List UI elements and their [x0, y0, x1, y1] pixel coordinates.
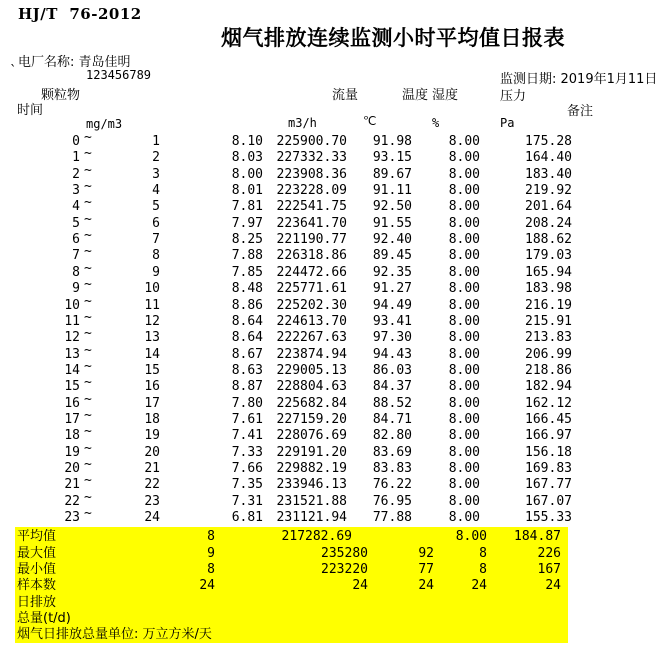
plant-name: 电厂名称: 青岛佳明 — [18, 55, 131, 70]
cell-flow: 227159.20 — [276, 411, 347, 427]
cell-pressure: 155.33 — [525, 510, 572, 526]
cell-flow: 225771.61 — [276, 281, 347, 297]
cell-flow: 228804.63 — [276, 379, 347, 395]
cell-temperature: 88.52 — [372, 395, 412, 411]
summary-pressure: 167 — [537, 562, 561, 577]
summary-label: 平均值 — [17, 529, 57, 544]
cell-hour-start: 0 — [72, 134, 80, 149]
cell-temperature: 93.15 — [372, 150, 412, 166]
cell-temperature: 91.98 — [372, 134, 412, 149]
cell-tilde: ~ — [84, 473, 92, 489]
cell-pressure: 164.40 — [525, 150, 572, 166]
cell-particulate: 7.85 — [231, 264, 263, 280]
standard-code: HJ/T 76-2012 — [18, 5, 142, 23]
cell-humidity: 8.00 — [448, 428, 480, 444]
cell-hour-start: 8 — [72, 264, 80, 280]
cell-tilde: ~ — [84, 326, 92, 342]
cell-tilde: ~ — [84, 130, 92, 145]
cell-hour-start: 1 — [72, 150, 80, 166]
summary-humidity: 24 — [471, 578, 487, 593]
cell-humidity: 8.00 — [448, 510, 480, 526]
cell-temperature: 83.69 — [372, 444, 412, 460]
cell-tilde: ~ — [84, 342, 92, 358]
cell-hour-start: 22 — [64, 493, 80, 509]
cell-hour-end: 5 — [152, 199, 160, 215]
cell-hour-end: 12 — [144, 313, 160, 329]
cell-hour-start: 18 — [64, 428, 80, 444]
cell-flow: 229882.19 — [276, 461, 347, 476]
cell-hour-start: 10 — [64, 297, 80, 313]
daily-emission-label: 日排放 — [17, 595, 57, 610]
summary-flow: 235280 — [321, 546, 368, 561]
cell-hour-end: 16 — [144, 379, 160, 395]
cell-hour-end: 19 — [144, 428, 160, 444]
cell-hour-start: 14 — [64, 362, 80, 378]
summary-flow: 223220 — [321, 562, 368, 577]
cell-flow: 227332.33 — [276, 150, 347, 166]
table-row — [0, 358, 668, 379]
cell-pressure: 167.07 — [525, 493, 572, 509]
cell-hour-start: 2 — [72, 166, 80, 182]
cell-humidity: 8.00 — [448, 411, 480, 427]
cell-hour-start: 19 — [64, 444, 80, 460]
cell-temperature: 89.67 — [372, 166, 412, 182]
cell-tilde: ~ — [84, 407, 92, 423]
summary-particulate: 24 — [199, 578, 215, 593]
cell-flow: 223641.70 — [276, 215, 347, 231]
col-header-particulate: 颗粒物 — [41, 88, 81, 103]
cell-particulate: 7.88 — [231, 248, 263, 264]
cell-temperature: 91.55 — [372, 215, 412, 231]
cell-hour-start: 17 — [64, 411, 80, 427]
cell-hour-end: 2 — [152, 150, 160, 166]
cell-tilde: ~ — [84, 244, 92, 260]
cell-particulate: 7.33 — [231, 444, 263, 460]
cell-hour-start: 4 — [72, 199, 80, 215]
summary-particulate: 8 — [207, 529, 215, 544]
cell-pressure: 188.62 — [525, 232, 572, 248]
cell-humidity: 8.00 — [448, 330, 480, 346]
cell-particulate: 7.41 — [231, 428, 263, 444]
summary-label: 最大值 — [17, 546, 57, 561]
cell-flow: 223228.09 — [276, 183, 347, 199]
cell-particulate: 8.64 — [231, 313, 263, 329]
table-row — [0, 146, 668, 166]
cell-humidity: 8.00 — [448, 477, 480, 493]
cell-hour-start: 5 — [72, 215, 80, 231]
cell-pressure: 208.24 — [525, 215, 572, 231]
summary-label: 最小值 — [17, 562, 57, 577]
summary-pressure: 184.87 — [514, 529, 561, 544]
col-header-humidity: 湿度 — [432, 88, 459, 103]
col-header-pressure: 压力 — [500, 89, 527, 104]
cell-hour-start: 15 — [64, 379, 80, 395]
cell-hour-end: 24 — [144, 510, 160, 526]
cell-hour-start: 9 — [72, 281, 80, 297]
cell-flow: 231121.94 — [276, 510, 347, 526]
cell-flow: 224613.70 — [276, 313, 347, 329]
table-row — [0, 326, 668, 346]
table-row — [0, 293, 668, 314]
cell-temperature: 97.30 — [372, 330, 412, 346]
cell-humidity: 8.00 — [448, 232, 480, 248]
cell-particulate: 8.87 — [231, 379, 263, 395]
table-row — [0, 228, 668, 248]
cell-pressure: 206.99 — [525, 346, 572, 362]
monitor-date: 监测日期: 2019年1月11日 — [500, 72, 658, 87]
stray-mark: ` — [10, 64, 17, 79]
cell-flow: 229191.20 — [276, 444, 347, 460]
table-row — [0, 473, 668, 493]
cell-hour-end: 8 — [152, 248, 160, 264]
cell-hour-end: 21 — [144, 461, 160, 476]
cell-flow: 223908.36 — [276, 166, 347, 182]
plant-code: 123456789 — [86, 68, 152, 82]
col-header-temperature: 温度 — [402, 88, 429, 103]
cell-particulate: 7.66 — [231, 461, 263, 476]
cell-humidity: 8.00 — [448, 248, 480, 264]
cell-temperature: 92.35 — [372, 264, 412, 280]
table-row — [0, 375, 668, 395]
table-row — [0, 179, 668, 199]
cell-flow: 225900.70 — [276, 134, 347, 149]
summary-humidity: 8 — [479, 546, 487, 561]
summary-flow: 24 — [352, 578, 368, 593]
cell-temperature: 92.50 — [372, 199, 412, 215]
summary-particulate: 8 — [207, 562, 215, 577]
cell-flow: 231521.88 — [276, 493, 347, 509]
table-row — [0, 211, 668, 232]
cell-pressure: 213.83 — [525, 330, 572, 346]
cell-tilde: ~ — [84, 457, 92, 472]
cell-tilde: ~ — [84, 146, 92, 162]
cell-tilde: ~ — [84, 391, 92, 407]
cell-tilde: ~ — [84, 506, 92, 522]
cell-temperature: 91.11 — [372, 183, 412, 199]
cell-particulate: 8.25 — [231, 232, 263, 248]
cell-humidity: 8.00 — [448, 166, 480, 182]
table-row — [0, 244, 668, 264]
cell-humidity: 8.00 — [448, 461, 480, 476]
cell-flow: 223874.94 — [276, 346, 347, 362]
cell-particulate: 8.00 — [231, 166, 263, 182]
table-row — [0, 457, 668, 477]
summary-row-minimum — [0, 562, 668, 578]
table-row — [0, 195, 668, 215]
summary-particulate: 9 — [207, 546, 215, 561]
cell-pressure: 183.98 — [525, 281, 572, 297]
cell-pressure: 156.18 — [525, 444, 572, 460]
cell-temperature: 93.41 — [372, 313, 412, 329]
cell-hour-start: 7 — [72, 248, 80, 264]
cell-particulate: 7.61 — [231, 411, 263, 427]
cell-hour-start: 6 — [72, 232, 80, 248]
cell-humidity: 8.00 — [448, 346, 480, 362]
cell-pressure: 216.19 — [525, 297, 572, 313]
cell-particulate: 8.01 — [231, 183, 263, 199]
cell-particulate: 8.86 — [231, 297, 263, 313]
cell-hour-end: 11 — [144, 297, 160, 313]
cell-humidity: 8.00 — [448, 313, 480, 329]
cell-tilde: ~ — [84, 358, 92, 374]
cell-tilde: ~ — [84, 179, 92, 195]
cell-humidity: 8.00 — [448, 297, 480, 313]
cell-flow: 226318.86 — [276, 248, 347, 264]
cell-temperature: 77.88 — [372, 510, 412, 526]
cell-tilde: ~ — [84, 440, 92, 456]
cell-temperature: 94.49 — [372, 297, 412, 313]
cell-flow: 221190.77 — [276, 232, 347, 248]
cell-hour-end: 20 — [144, 444, 160, 460]
cell-pressure: 201.64 — [525, 199, 572, 215]
cell-temperature: 84.71 — [372, 411, 412, 427]
cell-temperature: 86.03 — [372, 362, 412, 378]
cell-pressure: 183.40 — [525, 166, 572, 182]
cell-tilde: ~ — [84, 489, 92, 505]
cell-humidity: 8.00 — [448, 493, 480, 509]
col-header-remark: 备注 — [567, 104, 594, 119]
cell-particulate: 7.80 — [231, 395, 263, 411]
col-header-flow: 流量 — [332, 88, 359, 103]
summary-row-average — [0, 529, 668, 545]
cell-tilde: ~ — [84, 162, 92, 178]
cell-pressure: 165.94 — [525, 264, 572, 280]
cell-tilde: ~ — [84, 277, 92, 293]
table-row — [0, 130, 668, 150]
cell-hour-start: 13 — [64, 346, 80, 362]
cell-flow: 233946.13 — [276, 477, 347, 493]
cell-hour-end: 6 — [152, 215, 160, 231]
cell-hour-start: 12 — [64, 330, 80, 346]
cell-temperature: 82.80 — [372, 428, 412, 444]
cell-hour-end: 22 — [144, 477, 160, 493]
cell-particulate: 8.03 — [231, 150, 263, 166]
total-amount-label: 总量(t/d) — [17, 611, 71, 626]
cell-particulate: 6.81 — [231, 510, 263, 526]
cell-flow: 225682.84 — [276, 395, 347, 411]
summary-label: 样本数 — [17, 578, 57, 593]
cell-particulate: 8.48 — [231, 281, 263, 297]
emission-unit-note: 烟气日排放总量单位: 万立方米/天 — [17, 627, 212, 642]
cell-humidity: 8.00 — [448, 264, 480, 280]
cell-pressure: 166.45 — [525, 411, 572, 427]
cell-pressure: 179.03 — [525, 248, 572, 264]
cell-temperature: 76.22 — [372, 477, 412, 493]
cell-temperature: 91.27 — [372, 281, 412, 297]
cell-particulate: 7.97 — [231, 215, 263, 231]
cell-flow: 229005.13 — [276, 362, 347, 378]
cell-hour-start: 21 — [64, 477, 80, 493]
cell-hour-end: 18 — [144, 411, 160, 427]
table-row — [0, 391, 668, 412]
unit-temperature: ℃ — [363, 114, 377, 128]
cell-pressure: 169.83 — [525, 461, 572, 476]
unit-pressure: Pa — [500, 116, 515, 130]
cell-pressure: 162.12 — [525, 395, 572, 411]
cell-flow: 222541.75 — [276, 199, 347, 215]
cell-humidity: 8.00 — [448, 395, 480, 411]
cell-pressure: 182.94 — [525, 379, 572, 395]
table-row — [0, 260, 668, 281]
cell-hour-start: 23 — [64, 510, 80, 526]
cell-tilde: ~ — [84, 228, 92, 244]
unit-particulate: mg/m3 — [86, 117, 123, 131]
summary-row-sample-count — [0, 578, 668, 594]
summary-pressure: 24 — [545, 578, 561, 593]
cell-temperature: 84.37 — [372, 379, 412, 395]
cell-particulate: 8.64 — [231, 330, 263, 346]
cell-hour-end: 23 — [144, 493, 160, 509]
cell-hour-end: 10 — [144, 281, 160, 297]
cell-temperature: 89.45 — [372, 248, 412, 264]
summary-row-maximum — [0, 546, 668, 562]
cell-humidity: 8.00 — [448, 183, 480, 199]
cell-humidity: 8.00 — [448, 150, 480, 166]
cell-tilde: ~ — [84, 309, 92, 325]
cell-hour-end: 7 — [152, 232, 160, 248]
table-row — [0, 424, 668, 444]
cell-hour-end: 9 — [152, 264, 160, 280]
cell-hour-end: 3 — [152, 166, 160, 182]
cell-particulate: 8.63 — [231, 362, 263, 378]
cell-pressure: 166.97 — [525, 428, 572, 444]
cell-hour-end: 14 — [144, 346, 160, 362]
table-row — [0, 309, 668, 330]
report-title: 烟气排放连续监测小时平均值日报表 — [221, 26, 565, 50]
cell-flow: 222267.63 — [276, 330, 347, 346]
cell-particulate: 8.10 — [231, 134, 263, 149]
summary-humidity: 8 — [479, 562, 487, 577]
cell-temperature: 83.83 — [372, 461, 412, 476]
cell-flow: 224472.66 — [276, 264, 347, 280]
unit-humidity: % — [432, 116, 440, 130]
summary-temperature: 24 — [418, 578, 434, 593]
table-row — [0, 440, 668, 461]
cell-pressure: 215.91 — [525, 313, 572, 329]
cell-humidity: 8.00 — [448, 199, 480, 215]
table-row — [0, 342, 668, 363]
cell-hour-end: 1 — [152, 134, 160, 149]
table-row — [0, 407, 668, 428]
cell-temperature: 94.43 — [372, 346, 412, 362]
summary-flow: 217282.69 — [281, 529, 352, 544]
col-header-time: 时间 — [17, 103, 44, 118]
cell-humidity: 8.00 — [448, 134, 480, 149]
cell-humidity: 8.00 — [448, 444, 480, 460]
summary-temperature: 77 — [418, 562, 434, 577]
cell-pressure: 175.28 — [525, 134, 572, 149]
cell-tilde: ~ — [84, 211, 92, 227]
cell-humidity: 8.00 — [448, 379, 480, 395]
cell-hour-start: 20 — [64, 461, 80, 476]
table-row — [0, 277, 668, 297]
summary-temperature: 92 — [418, 546, 434, 561]
cell-tilde: ~ — [84, 293, 92, 309]
cell-tilde: ~ — [84, 424, 92, 440]
cell-particulate: 7.31 — [231, 493, 263, 509]
cell-hour-end: 13 — [144, 330, 160, 346]
cell-hour-end: 17 — [144, 395, 160, 411]
cell-hour-end: 4 — [152, 183, 160, 199]
cell-tilde: ~ — [84, 375, 92, 391]
cell-humidity: 8.00 — [448, 215, 480, 231]
cell-tilde: ~ — [84, 195, 92, 211]
cell-humidity: 8.00 — [448, 362, 480, 378]
cell-tilde: ~ — [84, 260, 92, 276]
cell-temperature: 92.40 — [372, 232, 412, 248]
summary-humidity: 8.00 — [455, 529, 487, 544]
cell-pressure: 218.86 — [525, 362, 572, 378]
summary-pressure: 226 — [537, 546, 561, 561]
cell-particulate: 7.81 — [231, 199, 263, 215]
table-row — [0, 162, 668, 183]
cell-hour-start: 11 — [64, 313, 80, 329]
cell-pressure: 167.77 — [525, 477, 572, 493]
cell-temperature: 76.95 — [372, 493, 412, 509]
cell-particulate: 8.67 — [231, 346, 263, 362]
cell-flow: 228076.69 — [276, 428, 347, 444]
cell-hour-start: 16 — [64, 395, 80, 411]
cell-hour-end: 15 — [144, 362, 160, 378]
table-row — [0, 489, 668, 510]
table-row — [0, 506, 668, 526]
cell-flow: 225202.30 — [276, 297, 347, 313]
cell-hour-start: 3 — [72, 183, 80, 199]
cell-pressure: 219.92 — [525, 183, 572, 199]
unit-flow: m3/h — [288, 116, 317, 130]
cell-particulate: 7.35 — [231, 477, 263, 493]
cell-humidity: 8.00 — [448, 281, 480, 297]
